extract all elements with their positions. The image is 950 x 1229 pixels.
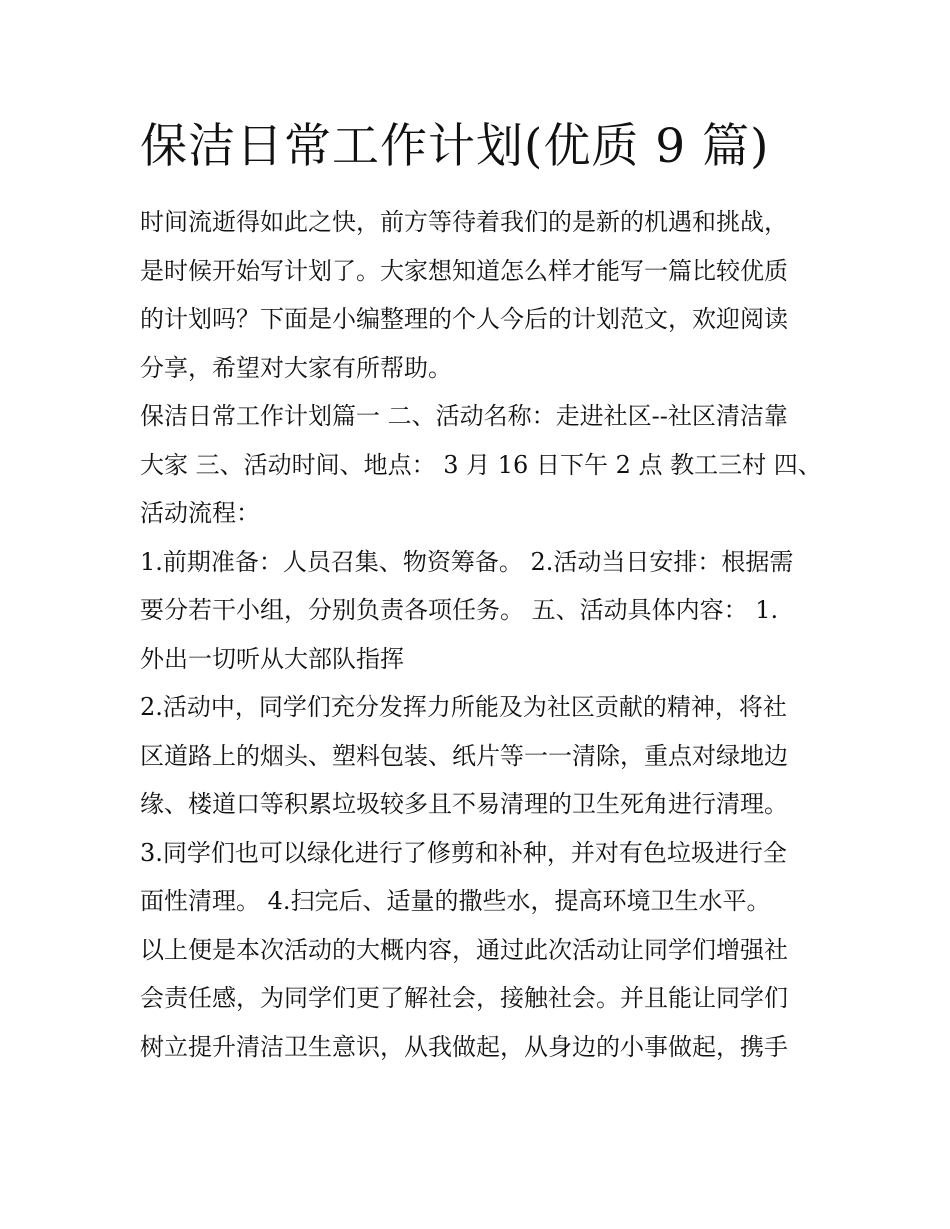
paragraph-summary (140, 926, 815, 1072)
text-line: 面性清理。 4.扫完后、适量的撒些水，提高环境卫生水平。 (140, 887, 771, 915)
text-line: 保洁日常工作计划篇一 二、活动名称：走进社区--社区清洁靠 (140, 402, 788, 430)
text-line: 区道路上的烟头、塑料包装、纸片等一一清除，重点对绿地边 (140, 741, 788, 770)
text-line: 3.同学们也可以绿化进行了修剪和补种，并对有色垃圾进行全 (140, 838, 787, 867)
text-line: 是时候开始写计划了。大家想知道怎么样才能写一篇比较优质 (140, 256, 788, 285)
text-line: 分享，希望对大家有所帮助。 (140, 353, 452, 382)
text-line: 缘、楼道口等积累垃圾较多且不易清理的卫生死角进行清理。 (140, 790, 788, 818)
paragraph-plan-one (140, 392, 822, 538)
text-line: 树立提升清洁卫生意识，从我做起，从身边的小事做起，携手 (140, 1032, 788, 1061)
text-line: 以上便是本次活动的大概内容，通过此次活动让同学们增强社 (140, 935, 788, 964)
text-line: 大家 三、活动时间、地点： 3 月 16 日下午 2 点 教工三村 四、 (140, 450, 822, 479)
paragraph-greening (140, 829, 815, 926)
text-line: 2.活动中，同学们充分发挥力所能及为社区贡献的精神，将社 (140, 693, 787, 721)
paragraph-intro (140, 198, 815, 392)
text-line: 外出一切听从大部队指挥 (140, 644, 404, 673)
text-line: 1.前期准备：人员召集、物资筹备。 2.活动当日安排：根据需 (140, 547, 794, 576)
text-line: 要分若干小组，分别负责各项任务。 五、活动具体内容： 1. (140, 596, 779, 624)
document-page (140, 108, 822, 1071)
text-line: 的计划吗？下面是小编整理的个人今后的计划范文，欢迎阅读 (140, 305, 788, 333)
paragraph-preparation (140, 538, 815, 684)
text-line: 活动流程： (140, 499, 260, 527)
document-title: 保洁日常工作计划(优质 9 篇) (140, 119, 770, 174)
text-line: 会责任感，为同学们更了解社会，接触社会。并且能让同学们 (140, 984, 788, 1012)
paragraph-activity (140, 683, 815, 829)
text-line: 时间流逝得如此之快，前方等待着我们的是新的机遇和挑战， (140, 208, 788, 236)
